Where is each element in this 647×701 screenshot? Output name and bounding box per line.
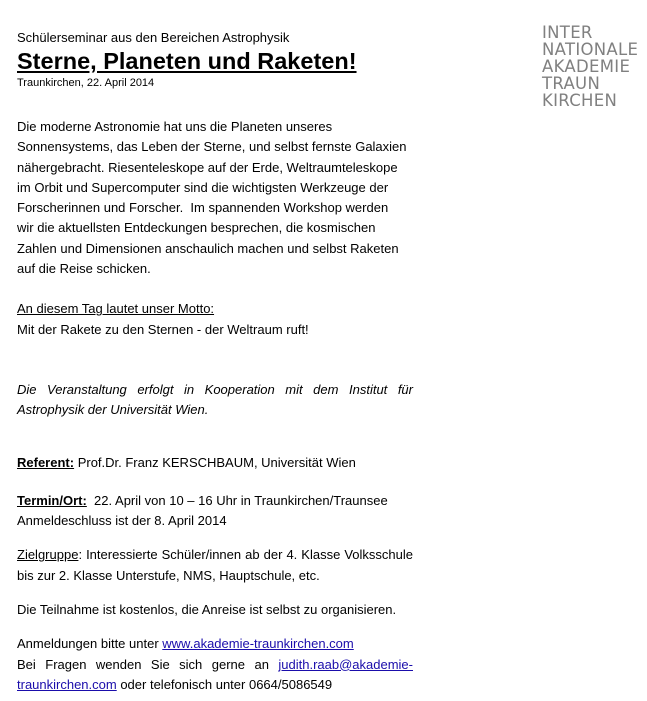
- zielgruppe-section: [17, 545, 413, 586]
- intro-paragraph: [17, 117, 413, 279]
- motto-heading: An diesem Tag lautet unser Motto:: [17, 301, 215, 317]
- registration-deadline: Anmeldeschluss ist der 8. April 2014: [17, 513, 227, 529]
- referent-value: Prof.Dr. Franz KERSCHBAUM, Universität Wien: [74, 454, 356, 470]
- referent-line: [17, 453, 413, 473]
- termin-value: 22. April von 10 – 16 Uhr in Traunkirchen/Traunsee: [86, 492, 388, 508]
- logo-line: KIRCHEN: [542, 91, 618, 110]
- intro-line: Die moderne Astronomie hat uns die Planeten unseres: [17, 119, 333, 134]
- zielgruppe-value: : Interessierte Schüler/innen ab der 4. Klasse Volksschule bis zur 2. Klasse Unterstufe, NMS, Hauptschule, etc.: [17, 547, 413, 583]
- kicker-text: Schülerseminar aus den Bereichen Astrophysik: [17, 30, 290, 45]
- logo-line: AKADEMIE: [542, 57, 631, 76]
- questions-line: [17, 655, 413, 696]
- website-link[interactable]: www.akademie-traunkirchen.com: [162, 636, 354, 652]
- intro-line: nähergebracht. Riesenteleskope auf der Erde, Weltraumteleskope: [17, 159, 398, 175]
- intro-line: im Orbit und Supercomputer sind die wichtigsten Werkzeuge der: [17, 179, 389, 195]
- termin-section: [17, 491, 413, 532]
- referent-label: Referent:: [17, 454, 75, 470]
- phone-text: oder telefonisch unter 0664/5086549: [116, 676, 333, 692]
- logo-line: NATIONALE: [542, 40, 639, 59]
- logo-line: TRAUN: [542, 74, 601, 93]
- akademie-logo: [542, 24, 642, 109]
- registration-prefix: Anmeldungen bitte unter: [17, 636, 163, 652]
- page-title: Sterne, Planeten und Raketen!: [17, 48, 357, 74]
- registration-section: [17, 634, 413, 695]
- motto-section: [17, 299, 413, 340]
- intro-line: auf die Reise schicken.: [17, 261, 151, 277]
- email-link[interactable]: judith.raab@akademie-traunkirchen.com: [17, 656, 413, 692]
- zielgruppe-label: Zielgruppe: [17, 547, 79, 563]
- termin-label: Termin/Ort:: [17, 492, 87, 508]
- questions-prefix: Bei Fragen wenden Sie sich gerne an: [17, 656, 279, 672]
- logo-line: INTER: [542, 23, 593, 42]
- termin-line: [17, 491, 413, 511]
- intro-line: Sonnensystems, das Leben der Sterne, und selbst fernste Galaxien: [17, 139, 407, 155]
- registration-line: [17, 634, 413, 654]
- motto-text: Mit der Rakete zu den Sternen - der Weltraum ruft!: [17, 321, 309, 337]
- main-column: [17, 30, 413, 695]
- intro-line: Forscherinnen und Forscher. Im spannenden Workshop werden: [17, 200, 389, 216]
- free-note: Die Teilnahme ist kostenlos, die Anreise ist selbst zu organisieren.: [17, 602, 397, 618]
- intro-line: wir die aktuellsten Entdeckungen besprechen, die kosmischen: [17, 220, 376, 236]
- date-location: Traunkirchen, 22. April 2014: [17, 77, 155, 89]
- cooperation-note: Die Veranstaltung erfolgt in Kooperation mit dem Institut für Astrophysik der Universität Wien.: [17, 381, 413, 418]
- intro-line: Zahlen und Dimensionen anschaulich machen und selbst Raketen: [17, 240, 399, 256]
